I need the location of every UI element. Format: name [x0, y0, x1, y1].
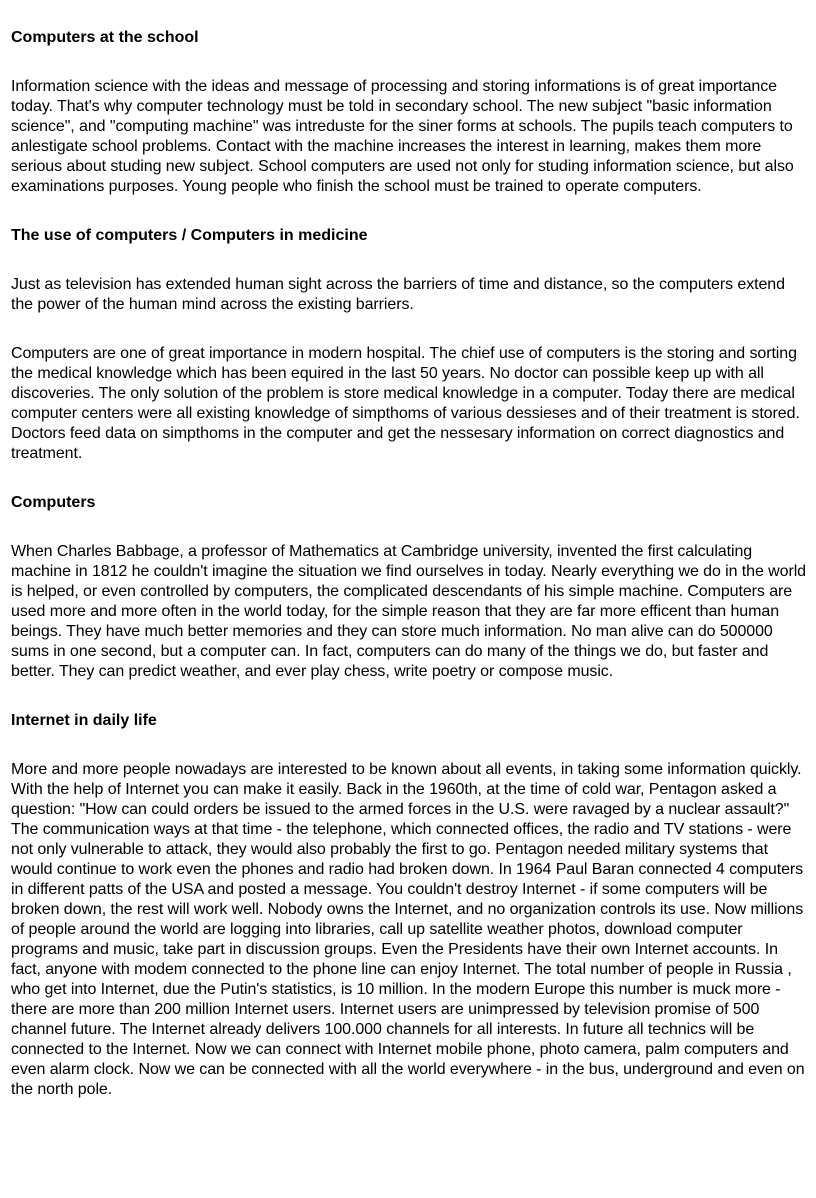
- paragraph: Just as television has extended human sight across the barriers of time and distance, so the computers extend the power of the human mind across the existing barriers.: [11, 276, 785, 313]
- section-heading: Internet in daily life: [11, 712, 157, 729]
- section-computers: [11, 493, 811, 682]
- document-page: [11, 28, 811, 1100]
- paragraph: More and more people nowadays are interested to be known about all events, in taking some information quickly. With the help of Internet you can make it easily. Back in the 1960th, at the time of cold war, Pentagon asked a question: "How can could orders be issued to the armed forces in the U.S. were ravaged by a nuclear assault?" The communication ways at that time - the telephone, which connected offices, the radio and TV stations - were not only vulnerable to attack, they would also probably the first to go. Pentagon needed military systems that would continue to work even the phones and radio had broken down. In 1964 Paul Baran connected 4 computers in different patts of the USA and posted a message. You couldn't destroy Internet - if some computers will be broken down, the rest will work well. Nobody owns the Internet, and no organization controls its use. Now millions of people around the world are logging into libraries, call up satellite weather photos, download computer programs and music, take part in discussion groups. Even the Presidents have their own Internet accounts. In fact, anyone with modem connected to the phone line can enjoy Internet. The total number of people in Russia , who get into Internet, due the Putin's statistics, is 10 million. In the modern Europe this number is muck more - there are more than 200 million Internet users. Internet users are unimpressed by television promise of 500 channel future. The Internet already delivers 100.000 channels for all interests. In future all technics will be connected to the Internet. Now we can connect with Internet mobile phone, photo camera, palm computers and even alarm clock. Now we can be connected with all the world everywhere - in the bus, underground and even on the north pole.: [11, 761, 805, 1098]
- section-heading: The use of computers / Computers in medicine: [11, 227, 368, 244]
- paragraph: Computers are one of great importance in modern hospital. The chief use of computers is the storing and sorting the medical knowledge which has been equired in the last 50 years. No doctor can possible keep up with all discoveries. The only solution of the problem is store medical knowledge in a computer. Today there are medical computer centers were all existing knowledge of simpthoms of various dessieses and of their treatment is stored. Doctors feed data on simpthoms in the computer and get the nessesary information on correct diagnostics and treatment.: [11, 345, 800, 462]
- section-heading: Computers: [11, 494, 96, 511]
- section-computers-at-school: [11, 28, 811, 197]
- section-internet-in-daily-life: [11, 711, 811, 1100]
- paragraph: Information science with the ideas and message of processing and storing informations is of great importance today. That's why computer technology must be told in secondary school. The new subject "basic information science", and "computing machine" was intreduste for the siner forms at schools. The pupils teach computers to anlestigate school problems. Contact with the machine increases the interest in learning, makes them more serious about studing new subject. School computers are used not only for studing information science, but also examinations purposes. Young people who finish the school must be trained to operate computers.: [11, 78, 794, 195]
- paragraph: When Charles Babbage, a professor of Mathematics at Cambridge university, invented the first calculating machine in 1812 he couldn't imagine the situation we find ourselves in today. Nearly everything we do in the world is helped, or even controlled by computers, the complicated descendants of his simple machine. Computers are used more and more often in the world today, for the simple reason that they are far more efficent than human beings. They have much better memories and they can store much information. No man alive can do 500000 sums in one second, but a computer can. In fact, computers can do many of the things we do, but faster and better. They can predict weather, and ever play chess, write poetry or compose music.: [11, 543, 806, 680]
- section-heading: Computers at the school: [11, 29, 199, 46]
- section-computers-in-medicine: [11, 226, 811, 464]
